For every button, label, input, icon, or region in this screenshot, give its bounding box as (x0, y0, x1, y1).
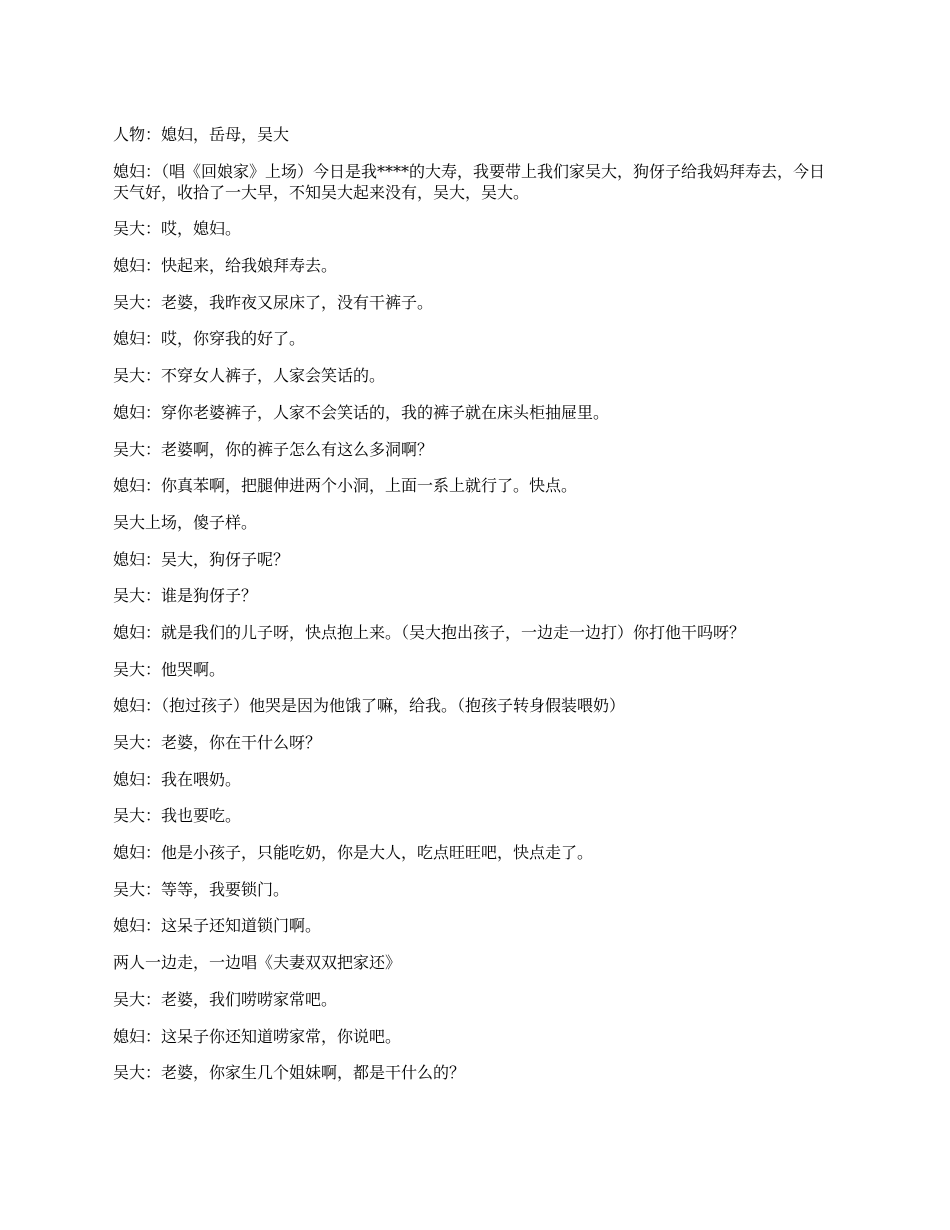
dialogue-line: 吴大：我也要吃。 (113, 806, 242, 826)
dialogue-line: 媳妇：穿你老婆裤子，人家不会笑话的，我的裤子就在床头柜抽屉里。 (113, 402, 610, 422)
dialogue-line: 吴大：老婆，我昨夜又尿床了，没有干裤子。 (113, 292, 434, 312)
dialogue-line: 媳妇：就是我们的儿子呀，快点抱上来。（吴大抱出孩子，一边走一边打）你打他干吗呀？ (113, 622, 746, 642)
dialogue-line: 吴大：他哭啊。 (113, 659, 226, 679)
dialogue-line: 媳妇：他是小孩子，只能吃奶，你是大人，吃点旺旺吧，快点走了。 (113, 843, 594, 863)
dialogue-line: 吴大：等等，我要锁门。 (113, 879, 290, 899)
stage-direction: 吴大上场，傻子样。 (113, 512, 258, 532)
dialogue-line: 媳妇：这呆子你还知道唠家常，你说吧。 (113, 1026, 402, 1046)
stage-direction: 两人一边走，一边唱《夫妻双双把家还》 (113, 953, 402, 973)
dialogue-line: 媳妇：快起来，给我娘拜寿去。 (113, 256, 338, 276)
dialogue-line: 吴大：哎，媳妇。 (113, 219, 242, 239)
dialogue-line: 媳妇：（唱《回娘家》上场）今日是我****的大寿，我要带上我们家吴大，狗伢子给我妈拜寿去，今日天气好，收拾了一大早，不知吴大起来没有，吴大，吴大。 (113, 161, 826, 202)
dialogue-line: 媳妇：我在喂奶。 (113, 769, 242, 789)
dialogue-line: 媳妇：这呆子还知道锁门啊。 (113, 916, 322, 936)
dialogue-line: 吴大：老婆啊，你的裤子怎么有这么多洞啊？ (113, 439, 434, 459)
dialogue-line: 媳妇：哎，你穿我的好了。 (113, 329, 306, 349)
dialogue-line: 吴大：老婆，你家生几个姐妹啊，都是干什么的？ (113, 1063, 466, 1083)
dialogue-line: 媳妇：吴大，狗伢子呢？ (113, 549, 290, 569)
dialogue-line: 媳妇：（抱过孩子）他哭是因为他饿了嘛，给我。（抱孩子转身假装喂奶） (113, 696, 626, 716)
script-body (113, 124, 838, 1099)
dialogue-line: 吴大：谁是狗伢子？ (113, 586, 258, 606)
cast-line: 人物：媳妇，岳母，吴大 (113, 125, 290, 144)
dialogue-line: 吴大：老婆，你在干什么呀？ (113, 733, 322, 752)
dialogue-line: 吴大：老婆，我们唠唠家常吧。 (113, 989, 338, 1009)
dialogue-line: 媳妇：你真苯啊，把腿伸进两个小洞，上面一系上就行了。快点。 (113, 476, 578, 496)
dialogue-line: 吴大：不穿女人裤子，人家会笑话的。 (113, 366, 386, 386)
